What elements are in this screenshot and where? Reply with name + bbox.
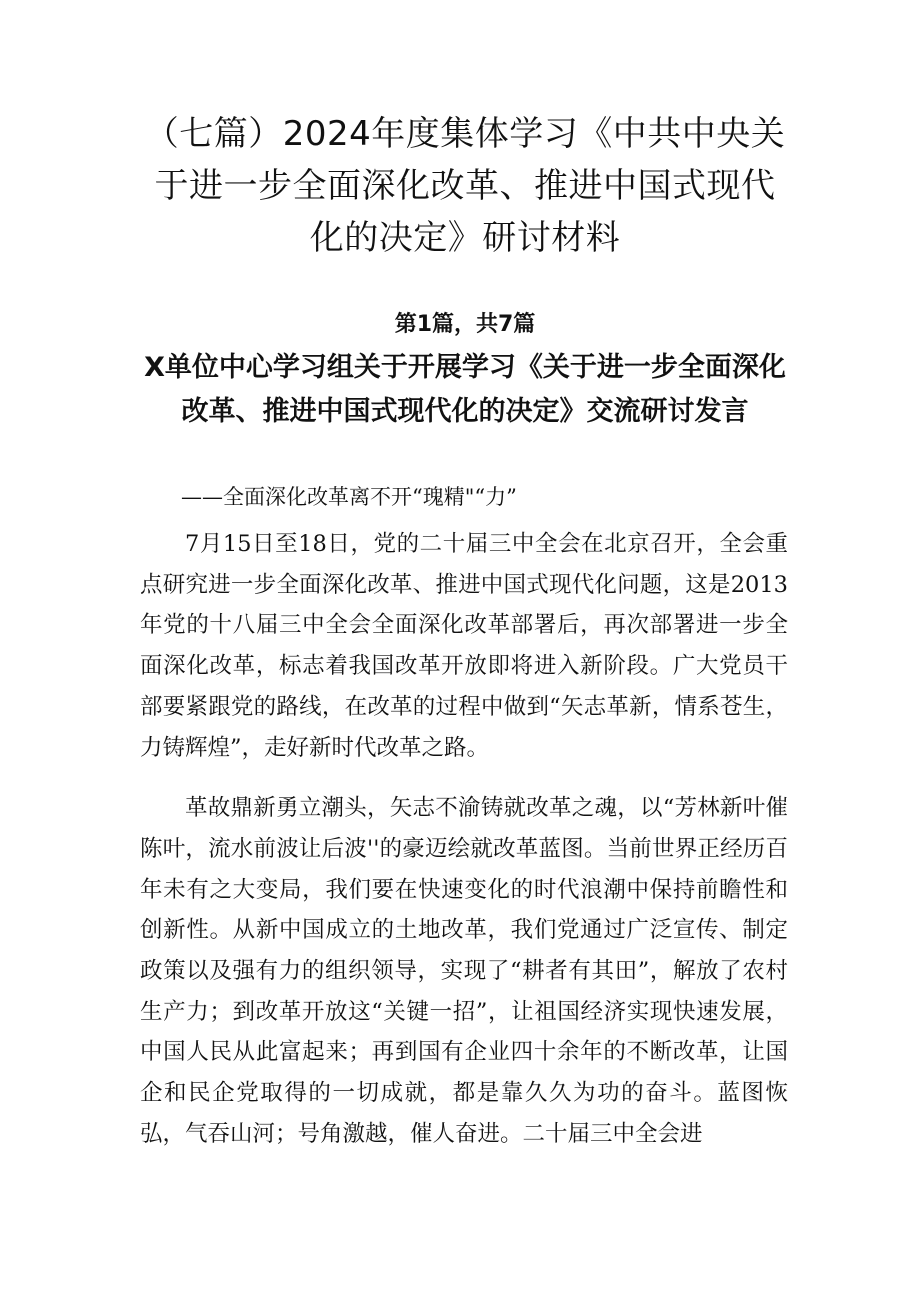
article-title: X单位中心学习组关于开展学习《关于进一步全面深化改革、推进中国式现代化的决定》交流研讨发言 (144, 352, 786, 427)
article-body (140, 524, 788, 1155)
article-subtitle: ——全面深化改革离不开“瑰精"“力” (181, 485, 517, 509)
document-title: （七篇）2024年度集体学习《中共中央关于进一步全面深化改革、推进中国式现代化的决定》研讨材料 (144, 114, 786, 258)
body-paragraph: 7月15日至18日，党的二十届三中全会在北京召开，全会重点研究进一步全面深化改革、推进中国式现代化问题，这是2013年党的十八届三中全会全面深化改革部署后，再次部署进一步全面深化改革，标志着我国改革开放即将进入新阶段。广大党员干部要紧跟党的路线，在改革的过程中做到“矢志革新，情系苍生，力铸辉煌”，走好新时代改革之路。 (140, 531, 788, 761)
article-counter: 第1篇，共7篇 (394, 312, 536, 337)
body-paragraph: 革故鼎新勇立潮头，矢志不渝铸就改革之魂，以“芳林新叶催陈叶，流水前波让后波''的豪迈绘就改革蓝图。当前世界正经历百年未有之大变局，我们要在快速变化的时代浪潮中保持前瞻性和创新性。从新中国成立的土地改革，我们党通过广泛宣传、制定政策以及强有力的组织领导，实现了“耕者有其田”，解放了农村生产力；到改革开放这“关键一招”，让祖国经济实现快速发展，中国人民从此富起来；再到国有企业四十余年的不断改革，让国企和民企党取得的一切成就，都是靠久久为功的奋斗。蓝图恢弘，气吞山河；号角激越，催人奋进。二十届三中全会进 (140, 795, 788, 1147)
